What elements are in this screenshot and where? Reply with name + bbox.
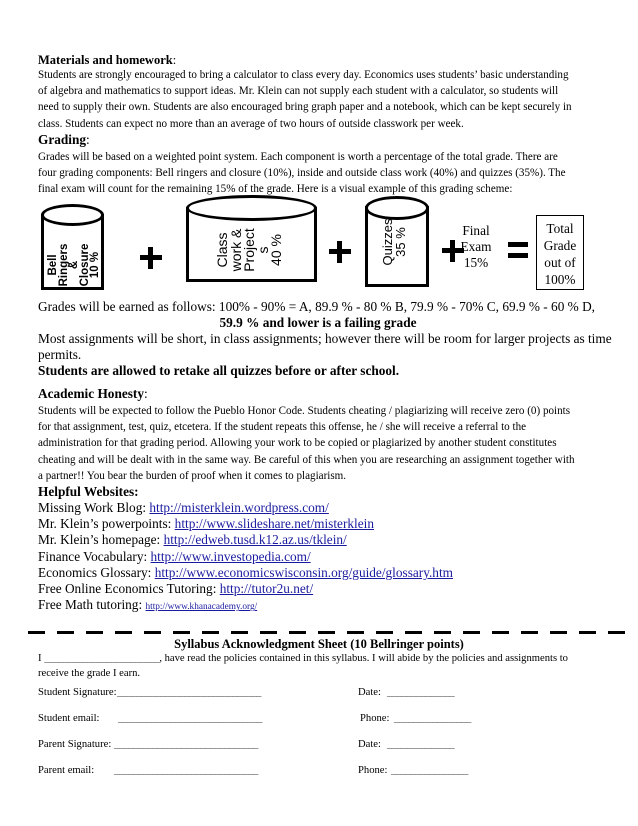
link-economics-tutoring[interactable]: http://tutor2u.net/ [219,581,314,597]
student-email-label: Student email: [38,713,100,724]
website-item: Mr. Klein’s powerpoints: http://www.slideshare.net/misterklein [38,516,374,532]
honesty-line: cheating and will be dealt with in the same way. Be careful of this when you are researching an assignment together with [38,453,575,466]
websites-heading-text: Helpful Websites: [38,484,139,499]
student-date-label: Date: [358,687,381,698]
student-signature-label: Student Signature: [38,687,117,698]
quizzes-label: Quizzes 35 % [380,218,408,266]
retake-policy-text: Students are allowed to retake all quizzes before or after school. [38,363,400,378]
materials-line: class. Students can expect no more than an average of two hours of outside classwork per week. [38,117,464,130]
materials-heading-text: Materials and homework [38,53,173,67]
acknowledgment-statement: I ________________________, have read the policies contained in this syllabus. I will abide by the policies and assignments to receive the grade I earn. [38,653,568,679]
student-email-field[interactable]: ______________________________ [118,713,262,724]
parent-phone-label: Phone: [358,765,388,776]
grading-line: four grading components: Bell ringers and closure (10%), inside and outside class work (40%) and quizzes (35%). The [38,167,566,180]
website-item: Finance Vocabulary: http://www.investopedia.com/ [38,548,311,564]
materials-line: Students are strongly encouraged to bring a calculator to class every day. Economics uses students’ basic understanding [38,69,569,81]
assignments-line: permits. [38,347,82,363]
total-grade-box: Total Grade out of 100% [536,215,584,290]
honesty-line: administration for that grading period. Allowing your work to be copied or plagiarized by another student constitutes [38,437,557,450]
student-signature-field[interactable]: ______________________________ [117,687,261,698]
website-item: Missing Work Blog: http://misterklein.wordpress.com/ [38,500,329,515]
name-blank[interactable]: ________________________ [44,653,160,664]
link-homepage[interactable]: http://edweb.tusd.k12.az.us/tklein/ [163,532,347,548]
link-economics-glossary[interactable]: http://www.economicswisconsin.org/guide/glossary.htm [154,564,453,580]
grading-line: final exam will count for the remaining 15% of the grade. Here is a visual example of this grading scheme: [38,183,513,196]
parent-signature-label: Parent Signature: [38,739,112,750]
grading-heading-colon: : [86,132,90,147]
parent-phone-field[interactable]: ________________ [391,765,468,776]
honesty-heading-colon: : [144,386,148,401]
website-item: Mr. Klein’s homepage: http://edweb.tusd.k12.az.us/tklein/ [38,532,347,548]
honesty-line: for that assignment, test, quiz, etcetera. If the student repeats this offense, he / she will receive a referral to the [38,421,527,434]
materials-heading-colon: : [172,53,177,67]
honesty-line: Students will be expected to follow the Pueblo Honor Code. Students cheating / plagiarizing will receive zero (0) points [38,405,571,417]
materials-line: need to supply their own. Students are also encouraged bring graph paper and a notebook, which can be kept securely in [38,101,572,114]
failing-grade-text: 59.9 % and lower is a failing grade [219,315,417,330]
honesty-heading-text: Academic Honesty [38,386,144,401]
classwork-label: Class work & Project s 40 % [214,228,284,272]
honesty-line: a partner!! You bear the burden of proof when it comes to plagiarism. [38,469,347,482]
bell-ringers-label: Bell Ringers & Closure 10 % [47,243,101,287]
grading-line: Grades will be based on a weighted point system. Each component is worth a percentage of the total grade. There are [38,151,558,163]
materials-line: of algebra and mathematics to support ideas. Mr. Klein can not supply each student with a calculator, so students will [38,85,559,98]
website-item: Free Math tutoring: http://www.khanacademy.org/ [38,597,258,613]
link-finance-vocabulary[interactable]: http://www.investopedia.com/ [150,548,311,564]
link-math-tutoring[interactable]: http://www.khanacademy.org/ [145,602,258,613]
parent-date-label: Date: [358,739,381,750]
parent-date-field[interactable]: ______________ [387,739,455,750]
grading-heading-text: Grading [38,132,87,147]
final-exam-label: Final Exam 15% [460,223,492,270]
student-date-field[interactable]: ______________ [387,687,455,698]
grades-scale-line: Grades will be earned as follows: 100% - 90% = A, 89.9 % - 80 % B, 79.9 % - 70% C, 69.9 % - 60 % D, [38,299,596,314]
assignments-line: Most assignments will be short, in class assignments; however there will be room for larger projects as time [38,331,612,346]
link-missing-work-blog[interactable]: http://misterklein.wordpress.com/ [149,500,329,515]
parent-signature-field[interactable]: ______________________________ [114,739,258,750]
website-item: Economics Glossary: http://www.economicswisconsin.org/guide/glossary.htm [38,564,453,580]
link-powerpoints[interactable]: http://www.slideshare.net/misterklein [174,516,374,532]
student-phone-label: Phone: [360,713,390,724]
acknowledgment-title: Syllabus Acknowledgment Sheet (10 Bellringer points) [174,637,464,651]
student-phone-field[interactable]: ________________ [394,713,471,724]
parent-email-label: Parent email: [38,765,95,776]
parent-email-field[interactable]: ______________________________ [114,765,258,776]
website-item: Free Online Economics Tutoring: http://tutor2u.net/ [38,581,314,597]
